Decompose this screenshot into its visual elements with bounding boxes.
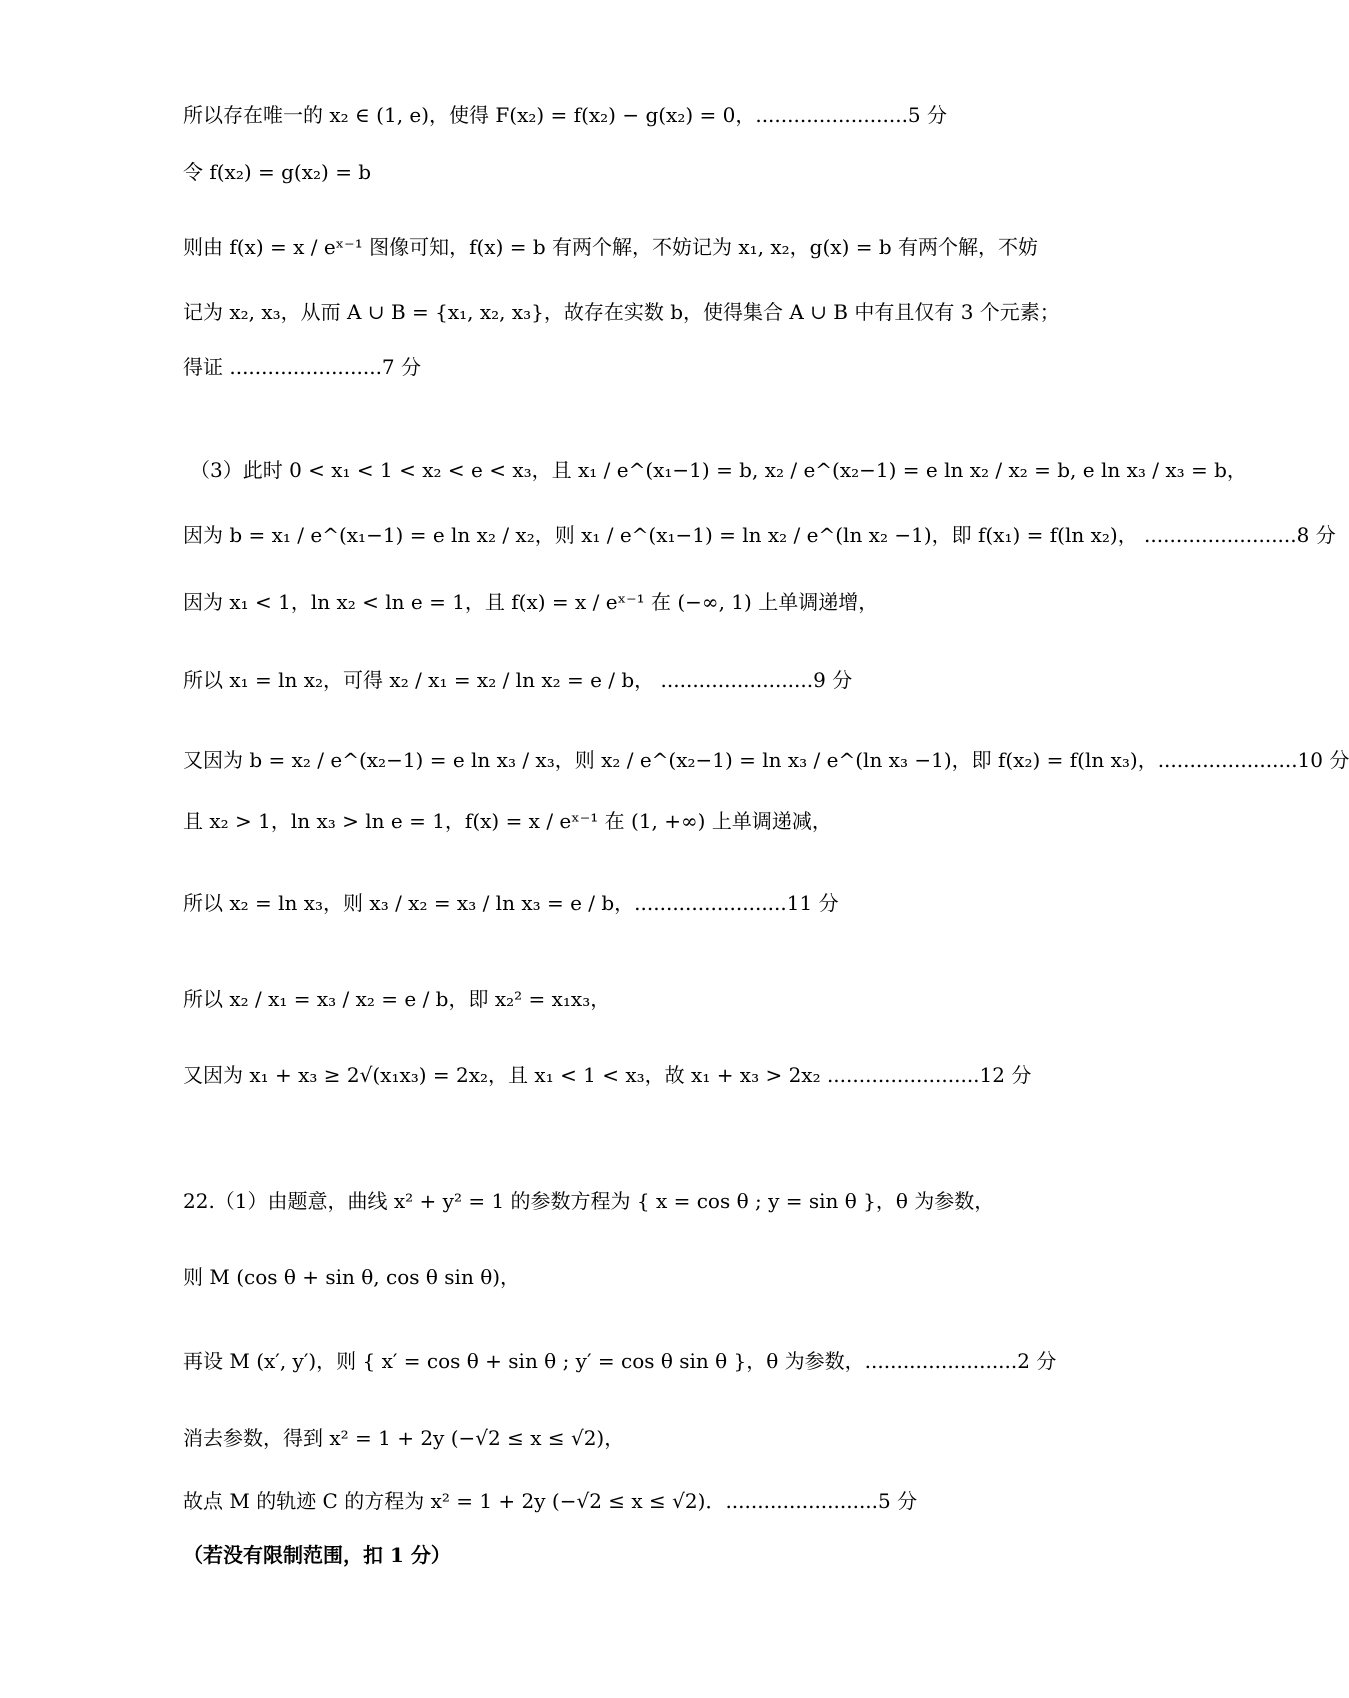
text-line: 所以 x₂ = ln x₃，则 x₃ / x₂ = x₃ / ln x₃ = e / b，........................11 分 [183,891,839,915]
text-line: （3）此时 0 < x₁ < 1 < x₂ < e < x₃，且 x₁ / e^(x₁−1) = b, x₂ / e^(x₂−1) = e ln x₂ / x₂ = b, e ln x₃ / x₃ = b， [190,458,1247,482]
text-line: 故点 M 的轨迹 C 的方程为 x² = 1 + 2y (−√2 ≤ x ≤ √2)．........................5 分 [183,1489,918,1513]
text-line: 则 M (cos θ + sin θ, cos θ sin θ)， [183,1265,521,1289]
text-line: 则由 f(x) = x / eˣ⁻¹ 图像可知，f(x) = b 有两个解，不妨记为 x₁, x₂，g(x) = b 有两个解，不妨 [183,235,1038,259]
text-line: 又因为 b = x₂ / e^(x₂−1) = e ln x₃ / x₃，则 x₂ / e^(x₂−1) = ln x₃ / e^(ln x₃ −1)，即 f(x₂) = f(ln x₃)，......................10 分 [183,748,1349,772]
text-line: 22.（1）由题意，曲线 x² + y² = 1 的参数方程为 { x = cos θ ; y = sin θ }，θ 为参数， [183,1189,995,1213]
text-line: 记为 x₂, x₃，从而 A ∪ B = {x₁, x₂, x₃}，故存在实数 b，使得集合 A ∪ B 中有且仅有 3 个元素； [183,300,1060,324]
text-line: （若没有限制范围，扣 1 分） [183,1543,451,1567]
text-line: 得证 ........................7 分 [183,355,422,379]
text-line: 所以 x₁ = ln x₂，可得 x₂ / x₁ = x₂ / ln x₂ = e / b， ........................9 分 [183,668,853,692]
text-line: 令 f(x₂) = g(x₂) = b [183,160,372,184]
text-line: 所以 x₂ / x₁ = x₃ / x₂ = e / b，即 x₂² = x₁x₃， [183,987,611,1011]
text-line: 因为 b = x₁ / e^(x₁−1) = e ln x₂ / x₂，则 x₁ / e^(x₁−1) = ln x₂ / e^(ln x₂ −1)，即 f(x₁) = f(ln x₂)， ........................8 分 [183,523,1336,547]
text-line: 所以存在唯一的 x₂ ∈ (1, e)，使得 F(x₂) = f(x₂) − g(x₂) = 0，........................5 分 [183,103,948,127]
text-line: 因为 x₁ < 1，ln x₂ < ln e = 1，且 f(x) = x / eˣ⁻¹ 在 (−∞, 1) 上单调递增， [183,590,879,614]
text-line: 消去参数，得到 x² = 1 + 2y (−√2 ≤ x ≤ √2)， [183,1426,625,1450]
text-line: 再设 M (x′, y′)，则 { x′ = cos θ + sin θ ; y′ = cos θ sin θ }，θ 为参数，........................2 分 [183,1349,1057,1373]
text-line: 且 x₂ > 1，ln x₃ > ln e = 1，f(x) = x / eˣ⁻¹ 在 (1, +∞) 上单调递减， [183,809,832,833]
text-line: 又因为 x₁ + x₃ ≥ 2√(x₁x₃) = 2x₂，且 x₁ < 1 < x₃，故 x₁ + x₃ > 2x₂ ........................12 分 [183,1063,1032,1087]
